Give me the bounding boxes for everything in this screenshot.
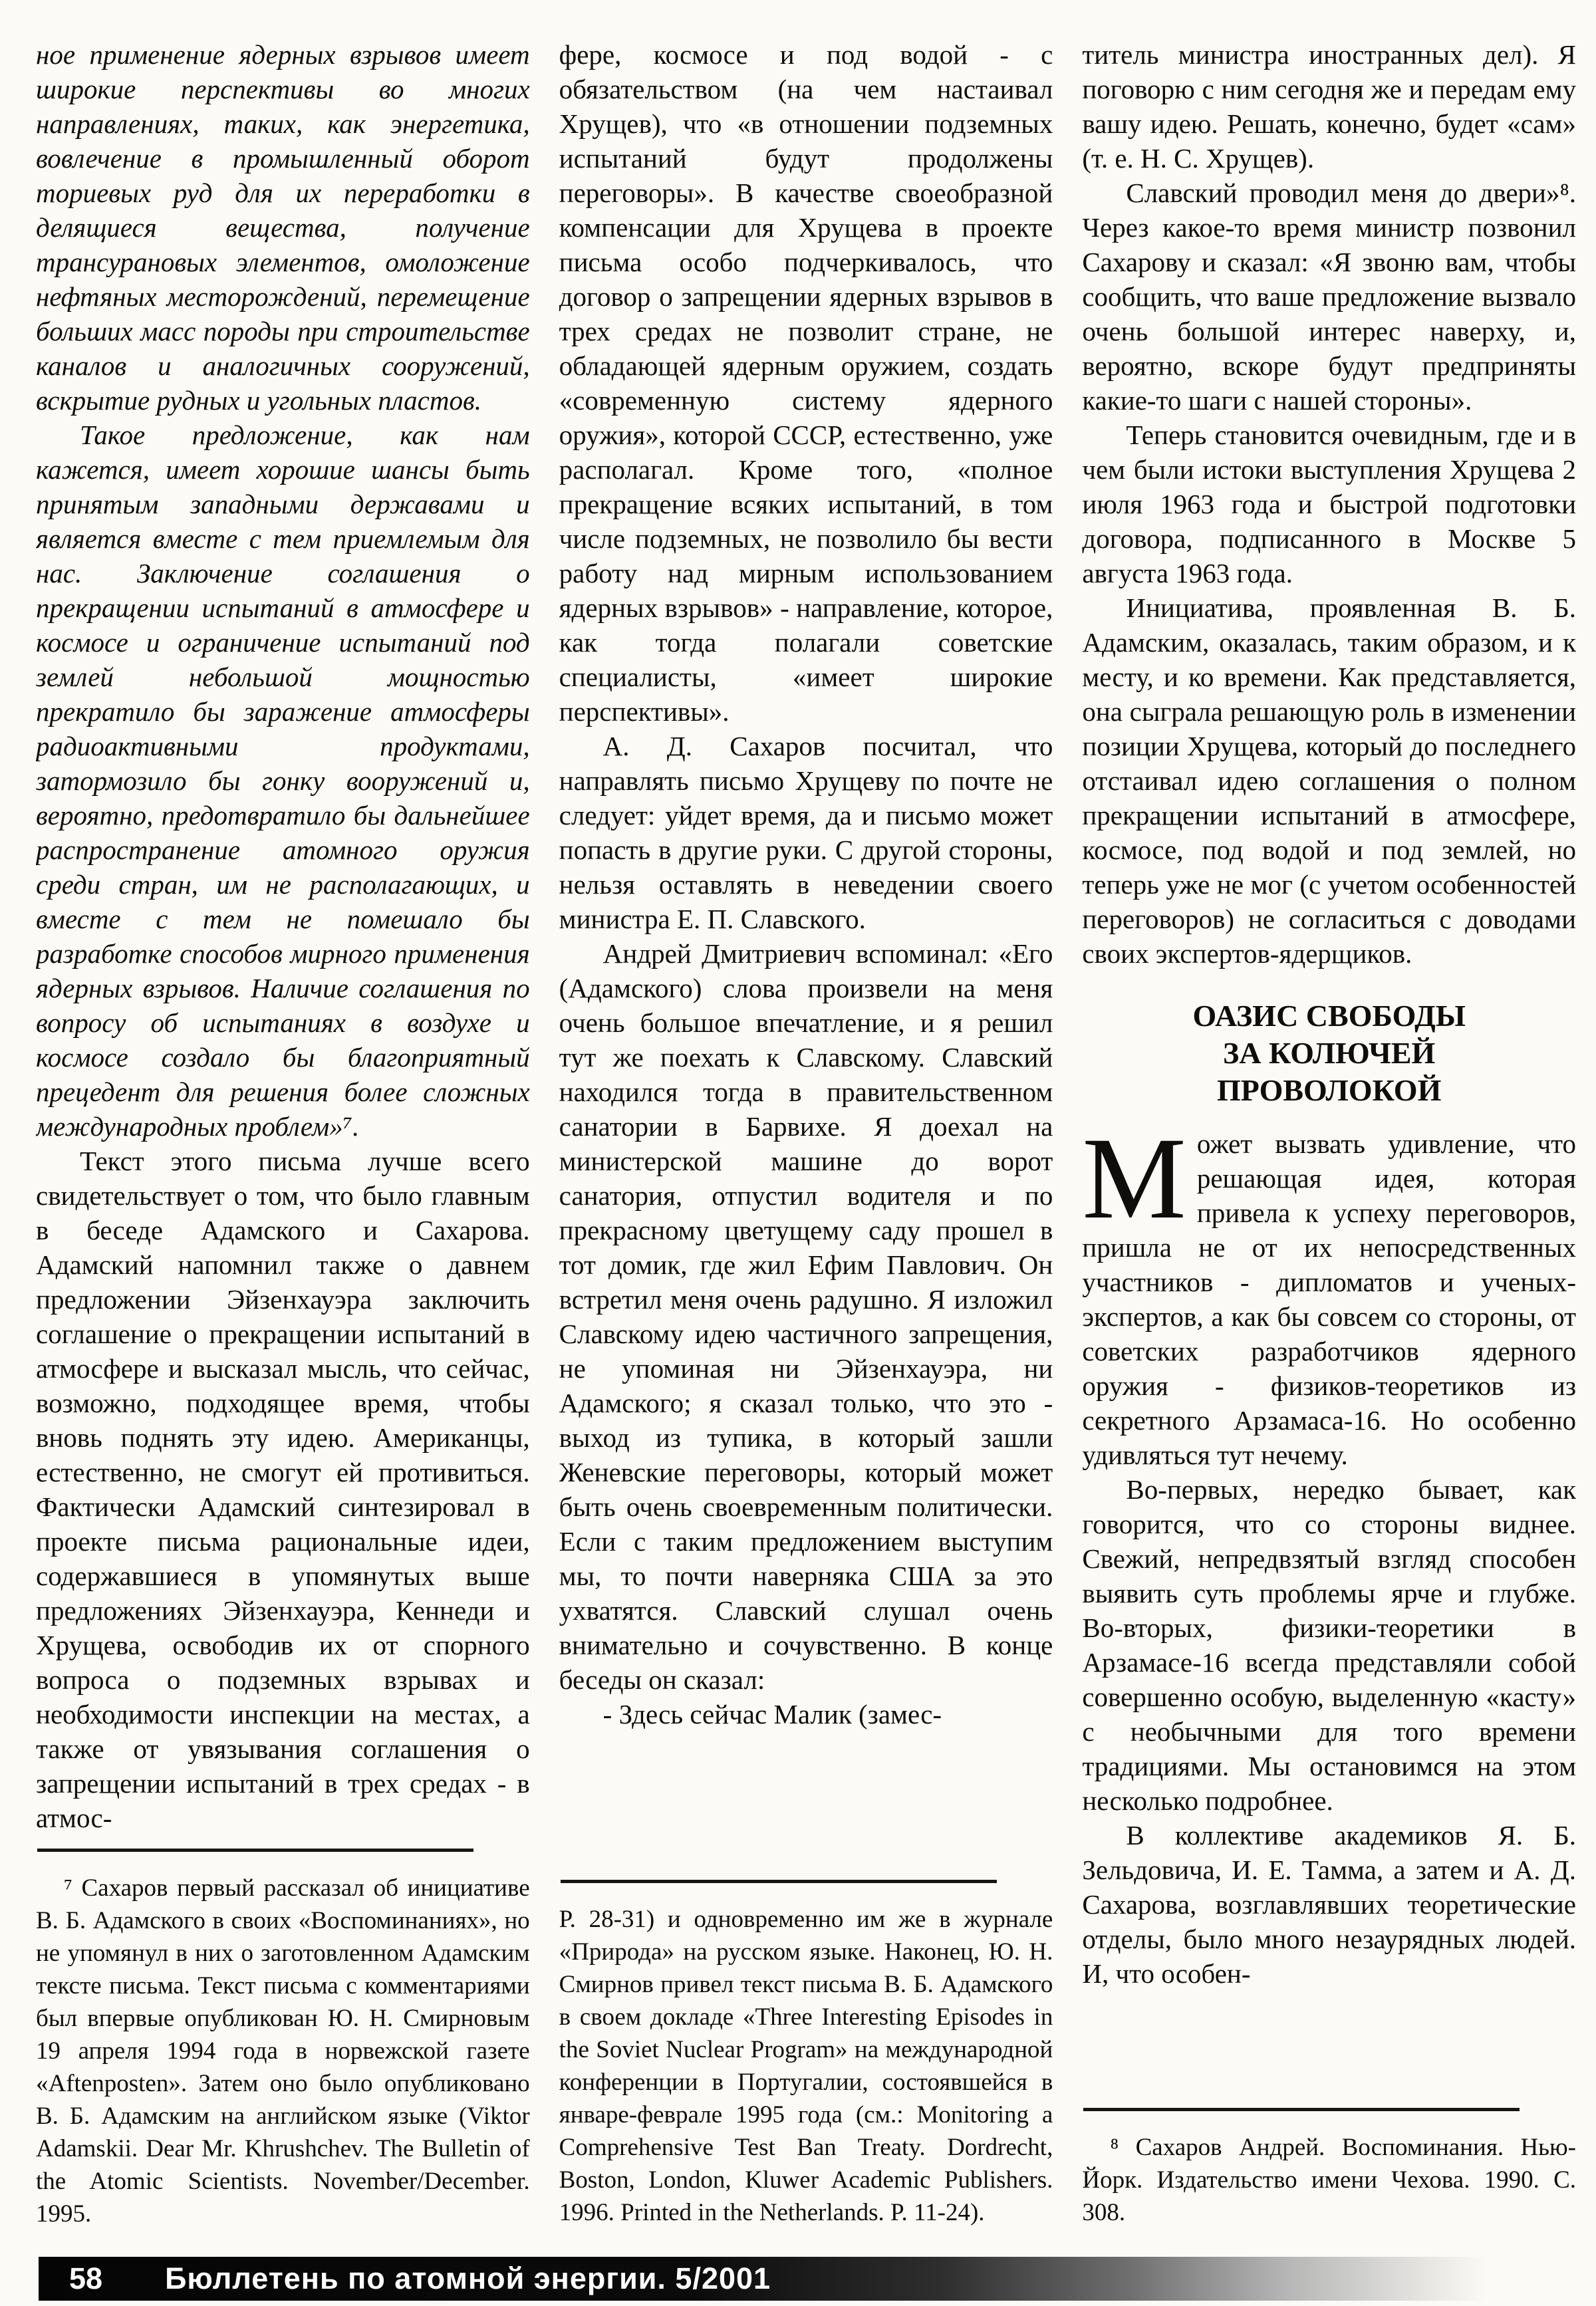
footnote-8	[1082, 2095, 1576, 2229]
page-number: 58	[69, 2261, 103, 2295]
section-heading	[1082, 997, 1576, 1109]
footnote-rule	[1083, 2108, 1520, 2111]
footer-bar	[39, 2257, 1596, 2301]
letter-quote-paragraph: Такое предложение, как нам кажется, имеет хорошие шансы быть принятым западными державами и является вместе с тем приемлемым для нас. Заключение соглашения о прекращении испытаний в атмосфере и космосе и ограничение испытаний под землей небольшой мощностью прекратило бы заражение атмосферы радиоактивными продуктами, затормозило бы гонку вооружений и, вероятно, предотвратило бы дальнейшее распространение атомного оружия среди стран, им не располагающих, и вместе с тем не помешало бы разработке способов мирного применения ядерных взрывов. Наличие соглашения по вопросу об испытаниях в воздухе и космосе создало бы благоприятный прецедент для решения более сложных международных проблем»⁷.	[36, 420, 530, 1142]
body-paragraph: Теперь становится очевидным, где и в чем были истоки выступления Хрущева 2 июля 1963 года и быстрой подготовки договора, подписанного в Москве 5 августа 1963 года.	[1082, 420, 1577, 588]
body-paragraph: Славский проводил меня до двери»⁸. Через какое-то время министр позвонил Сахарову и сказал: «Я звоню вам, чтобы сообщить, что ваше предложение вызвало очень большой интерес наверху, и, вероятно, вскоре будут предприняты какие-то шаги с нашей стороны».	[1082, 178, 1577, 416]
section-heading-line: ПРОВОЛОКОЙ	[1216, 1073, 1442, 1107]
dropcap-paragraph	[1082, 1114, 1577, 1472]
body-paragraph: А. Д. Сахаров посчитал, что направлять письмо Хрущеву по почте не следует: уйдет время, да и письмо может попасть в другие руки. С другой стороны, нельзя оставлять в неведении своего министра Е. П. Славского.	[559, 731, 1053, 934]
footnote-7-text: ⁷ Сахаров первый рассказал об инициативе В. Б. Адамского в своих «Воспоминаниях», но не упомянул в них о заготовленном Адамским тексте письма. Текст письма с комментариями был впервые опубликован Ю. Н. Смирновым 19 апреля 1994 года в норвежской газете «Aftenposten». Затем оно было опубликовано В. Б. Адамским на английском языке (Viktor Adamskii. Dear Mr. Khrushchev. The Bulletin of the Atomic Scientists. November/December. 1995.	[36, 1874, 530, 2228]
body-paragraph: В коллективе академиков Я. Б. Зельдовича, И. Е. Тамма, а затем и А. Д. Сахарова, возглавлявших теоретические отделы, было много незаурядных людей. И, что особен-	[1082, 1820, 1577, 1989]
article-body	[36, 37, 1576, 2229]
column-2	[559, 37, 1053, 2229]
letter-quote-paragraph: ное применение ядерных взрывов имеет широкие перспективы во многих направлениях, таких, как энергетика, вовлечение в промышленный оборот ториевых руд для их переработки в делящиеся вещества, получение трансурановых элементов, омоложение нефтяных месторождений, перемещение больших масс породы при строительстве каналов и аналогичных сооружений, вскрытие рудных и угольных пластов.	[36, 39, 530, 416]
body-paragraph: Во-первых, нередко бывает, как говорится, что со стороны виднее. Свежий, непредвзятый взгляд способен выявить суть проблемы ярче и глубже. Во-вторых, физики-теоретики в Арзамасе-16 всегда представляли собой совершенно особую, выделенную «касту» с необычными для того времени традициями. Мы остановимся на этом несколько подробнее.	[1082, 1474, 1577, 1816]
journal-title: Бюллетень по атомной энергии. 5/2001	[165, 2261, 771, 2295]
dropcap-letter: М	[1082, 1114, 1186, 1243]
section-heading-line: ЗА КОЛЮЧЕЙ	[1223, 1036, 1436, 1070]
body-paragraph: Текст этого письма лучше всего свидетельствует о том, что было главным в беседе Адамского и Сахарова. Адамский напомнил также о давнем предложении Эйзенхауэра заключить соглашение о прекращении испытаний в атмосфере и высказал мысль, что сейчас, возможно, подходящее время, чтобы вновь поднять эту идею. Американцы, естественно, не смогут ей противиться. Фактически Адамский синтезировал в проекте письма рациональные идеи, содержавшиеся в упомянутых выше предложениях Эйзенхауэра, Кеннеди и Хрущева, освободив их от спорного вопроса о подземных взрывах и необходимости инспекции на местах, а также от увязывания соглашения о запрещении испытаний в трех средах - в атмос-	[36, 1146, 530, 1833]
dialogue-line: - Здесь сейчас Малик (замес-	[602, 1699, 942, 1730]
footnote-rule	[561, 1880, 997, 1883]
section-heading-line: ОАЗИС СВОБОДЫ	[1192, 999, 1466, 1033]
footnote-7-continued	[559, 1866, 1053, 2229]
footnote-7-continued-text: Р. 28-31) и одновременно им же в журнале «Природа» на русском языке. Наконец, Ю. Н. Смирнов привел текст письма В. Б. Адамского в своем докладе «Three Interesting Episodes in the Soviet Nuclear Program» на международной конференции в Португалии, состоявшейся в январе-феврале 1995 года (см.: Monitoring a Comprehensive Test Ban Treaty. Dordrecht, Boston, London, Kluwer Academic Publishers. 1996. Printed in the Netherlands. P. 11-24).	[559, 1906, 1053, 2226]
body-paragraph: Инициатива, проявленная В. Б. Адамским, оказалась, таким образом, и к месту, и ко времени. Как представляется, она сыграла решающую роль в изменении позиции Хрущева, который до последнего отстаивал идею соглашения о полном прекращении испытаний в атмосфере, космосе, под водой и под землей, но теперь уже не мог (с учетом особенностей переговоров) не согласиться с доводами своих экспертов-ядерщиков.	[1082, 592, 1577, 969]
dropcap-paragraph-text: ожет вызвать удивление, что решающая идея, которая привела к успеху переговоров, пришла не от их непосредственных участников - дипломатов и ученых-экспертов, а как бы совсем со стороны, от советских разработчиков ядерного оружия - физиков-теоретиков из секретного Арзамаса-16. Но особенно удивляться тут нечему.	[1082, 1128, 1577, 1470]
body-paragraph: фере, космосе и под водой - с обязательством (на чем настаивал Хрущев), что «в отношении подземных испытаний будут продолжены переговоры». В качестве своеобразной компенсации для Хрущева в проекте письма особо подчеркивалось, что договор о запрещении ядерных взрывов в трех средах не позволит стране, не обладающей ядерным оружием, создать «современную систему ядерного оружия», которой СССР, естественно, уже располагал. Кроме того, «полное прекращение всяких испытаний, в том числе подземных, не позволило бы вести работу над мирным использованием ядерных взрывов» - направление, которое, как тогда полагали советские специалисты, «имеет широкие перспективы».	[559, 39, 1053, 727]
column-1	[36, 37, 530, 2229]
footnote-8-text: ⁸ Сахаров Андрей. Воспоминания. Нью-Йорк. Издательство имени Чехова. 1990. С. 308.	[1082, 2134, 1577, 2226]
column-3	[1082, 37, 1576, 2229]
footnote-rule	[37, 1849, 473, 1852]
footnote-7	[36, 1835, 530, 2229]
body-paragraph: Андрей Дмитриевич вспоминал: «Его (Адамского) слова произвели на меня очень большое впечатление, и я решил тут же поехать к Славскому. Славский находился тогда в правительственном санатории в Барвихе. Я доехал на министерской машине до ворот санатория, отпустил водителя и по прекрасному цветущему саду прошел в тот домик, где жил Ефим Павлович. Он встретил меня очень радушно. Я изложил Славскому идею частичного запрещения, не упоминая ни Эйзенхауэра, ни Адамского; я сказал только, что это - выход из тупика, в который зашли Женевские переговоры, который может быть очень своевременным политически. Если с таким предложением выступим мы, то почти наверняка США за это ухватятся. Славский слушал очень внимательно и сочувственно. В конце беседы он сказал:	[559, 938, 1053, 1695]
body-paragraph: титель министра иностранных дел). Я поговорю с ним сегодня же и передам ему вашу идею. Решать, конечно, будет «сам» (т. е. Н. С. Хрущев).	[1082, 39, 1577, 174]
